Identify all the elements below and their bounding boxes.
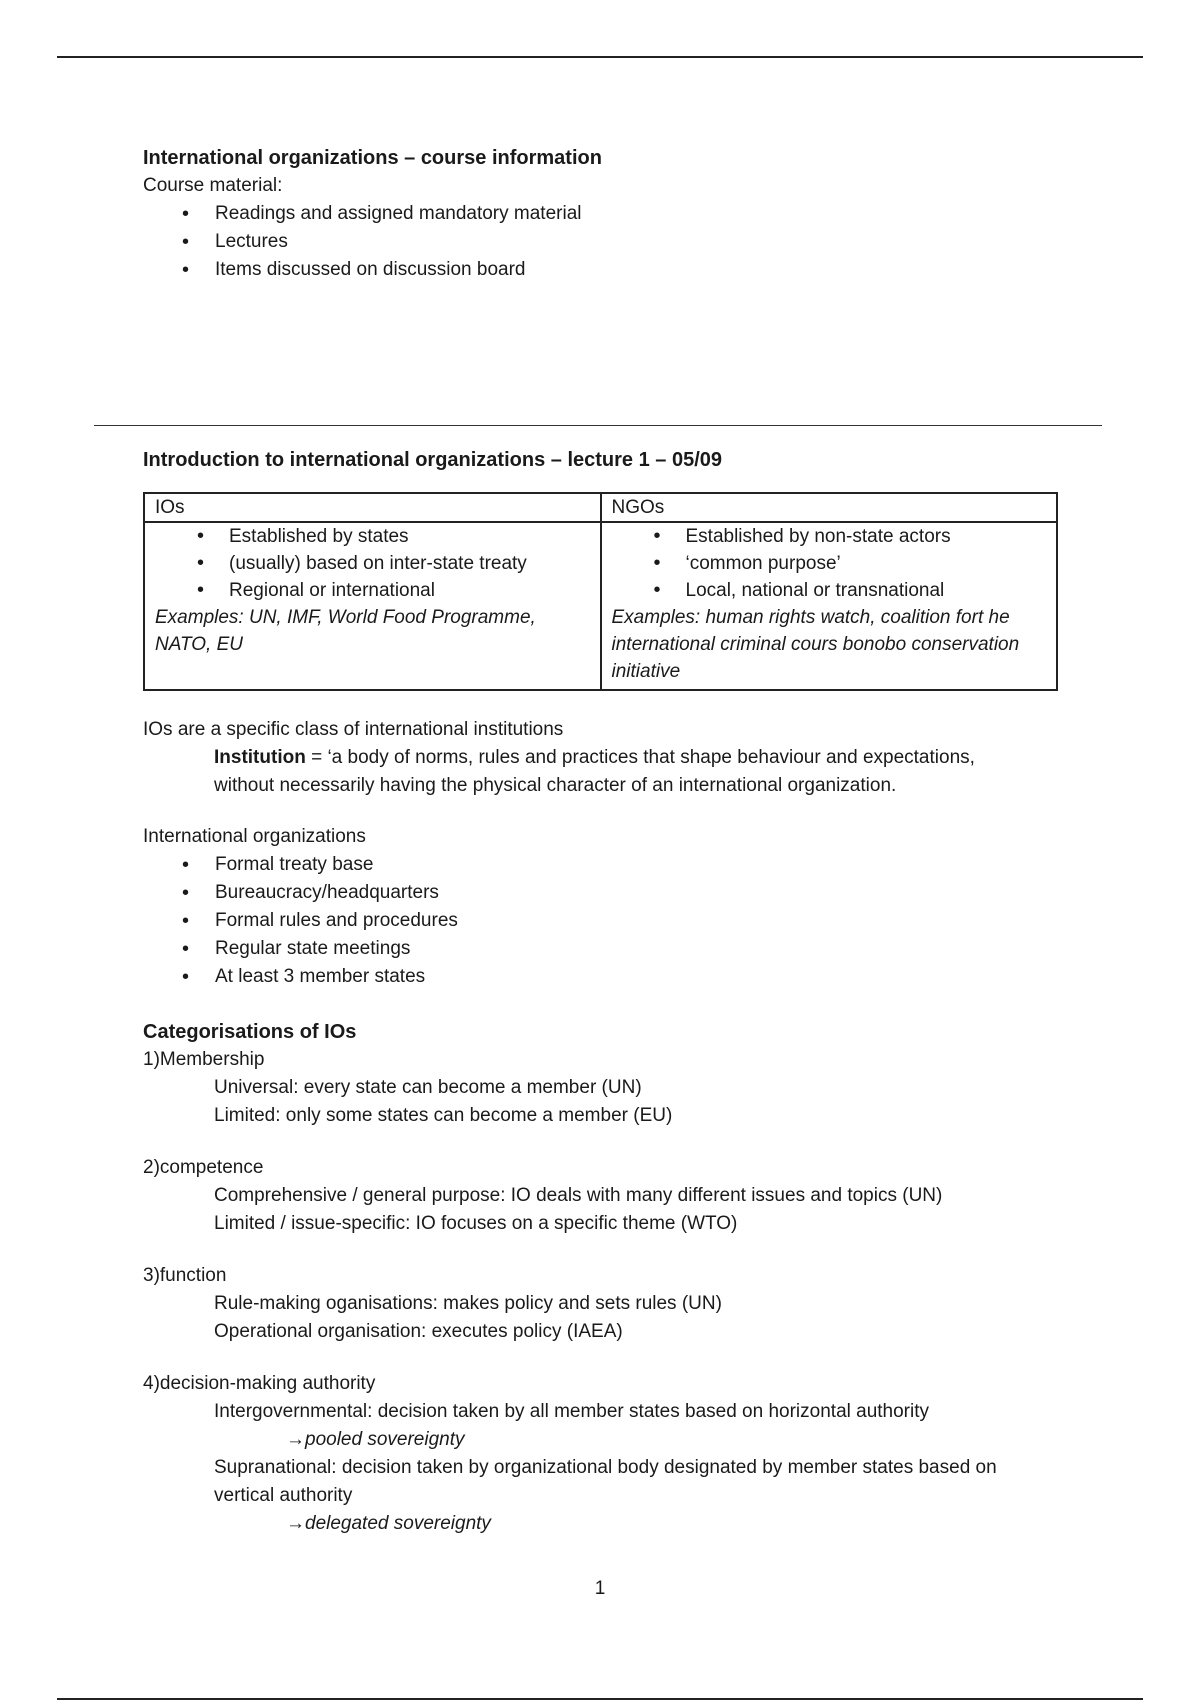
membership-label: 1)Membership — [143, 1049, 265, 1070]
categorisations-section — [143, 1018, 1083, 1130]
arrow-right-icon: → — [286, 1429, 305, 1450]
competence-comprehensive: Comprehensive / general purpose: IO deals with many different issues and topics (UN) — [214, 1185, 943, 1206]
institution-definition — [143, 744, 1034, 800]
ngos-cell — [601, 522, 1058, 690]
ios-examples: Examples: UN, IMF, World Food Programme, NATO, EU — [155, 607, 536, 655]
table-row — [144, 522, 1057, 690]
list-item: • (usually) based on inter-state treaty — [155, 550, 590, 577]
delegated-sovereignty — [143, 1510, 1083, 1538]
list-item: • Formal treaty base — [143, 851, 1083, 879]
ngos-list — [612, 523, 1047, 604]
list-item: • Regional or international — [155, 577, 590, 604]
decision-intergovernmental: Intergovernmental: decision taken by all member states based on horizontal authority — [214, 1401, 930, 1422]
list-item: • At least 3 member states — [143, 963, 1083, 991]
list-item: • Lectures — [143, 228, 1083, 256]
list-item: • Bureaucracy/headquarters — [143, 879, 1083, 907]
table-header-ios: IOs — [144, 493, 601, 522]
categorisations-title: Categorisations of IOs — [143, 1021, 357, 1043]
list-item: • Readings and assigned mandatory material — [143, 200, 1083, 228]
course-material-list — [143, 200, 1083, 284]
io-features-label: International organizations — [143, 826, 366, 847]
list-item: • Established by states — [155, 523, 590, 550]
decision-supranational-cont: vertical authority — [214, 1485, 353, 1506]
course-info-section — [143, 144, 1083, 284]
list-item: • Established by non-state actors — [612, 523, 1047, 550]
decision-label: 4)decision-making authority — [143, 1373, 376, 1394]
lecture-title: Introduction to international organizations – lecture 1 – 05/09 — [143, 449, 722, 471]
pooled-sovereignty-text: pooled sovereignty — [305, 1429, 465, 1450]
membership-universal: Universal: every state can become a member (UN) — [214, 1077, 642, 1098]
section-divider — [94, 425, 1102, 426]
competence-label: 2)competence — [143, 1157, 264, 1178]
ios-cell — [144, 522, 601, 690]
institution-definition-text: = ‘a body of norms, rules and practices that shape behaviour and expectations, without necessarily having the physical character of an international organization. — [214, 747, 975, 796]
course-info-title: International organizations – course information — [143, 147, 602, 169]
arrow-right-icon: → — [286, 1513, 305, 1534]
table-header-row — [144, 493, 1057, 522]
competence-section — [143, 1154, 1083, 1238]
list-item: • Formal rules and procedures — [143, 907, 1083, 935]
decision-section — [143, 1370, 1083, 1538]
function-label: 3)function — [143, 1265, 227, 1286]
function-section — [143, 1262, 1083, 1346]
function-rule-making: Rule-making oganisations: makes policy and sets rules (UN) — [214, 1293, 722, 1314]
page-number: 1 — [594, 1578, 606, 1599]
lecture-section — [143, 446, 1083, 474]
delegated-sovereignty-text: delegated sovereignty — [305, 1513, 491, 1534]
institution-term: Institution — [214, 747, 306, 768]
list-item: • Regular state meetings — [143, 935, 1083, 963]
ios-list — [155, 523, 590, 604]
top-rule — [57, 56, 1143, 58]
table-header-ngos: NGOs — [601, 493, 1058, 522]
course-material-label: Course material: — [143, 175, 283, 196]
decision-supranational: Supranational: decision taken by organizational body designated by member states based on — [214, 1457, 997, 1478]
io-features-list — [143, 851, 1083, 991]
ngos-examples: Examples: human rights watch, coalition fort he international criminal cours bonobo conservation initiative — [611, 607, 1020, 682]
institution-section — [143, 716, 1083, 800]
list-item: • ‘common purpose’ — [612, 550, 1047, 577]
io-features-section — [143, 823, 1083, 991]
list-item: • Local, national or transnational — [612, 577, 1047, 604]
pooled-sovereignty — [143, 1426, 1083, 1454]
competence-limited: Limited / issue-specific: IO focuses on a specific theme (WTO) — [214, 1213, 738, 1234]
institution-intro: IOs are a specific class of international institutions — [143, 719, 564, 740]
ios-ngos-table — [143, 492, 1058, 691]
list-item: • Items discussed on discussion board — [143, 256, 1083, 284]
membership-limited: Limited: only some states can become a member (EU) — [214, 1105, 673, 1126]
function-operational: Operational organisation: executes policy (IAEA) — [214, 1321, 623, 1342]
